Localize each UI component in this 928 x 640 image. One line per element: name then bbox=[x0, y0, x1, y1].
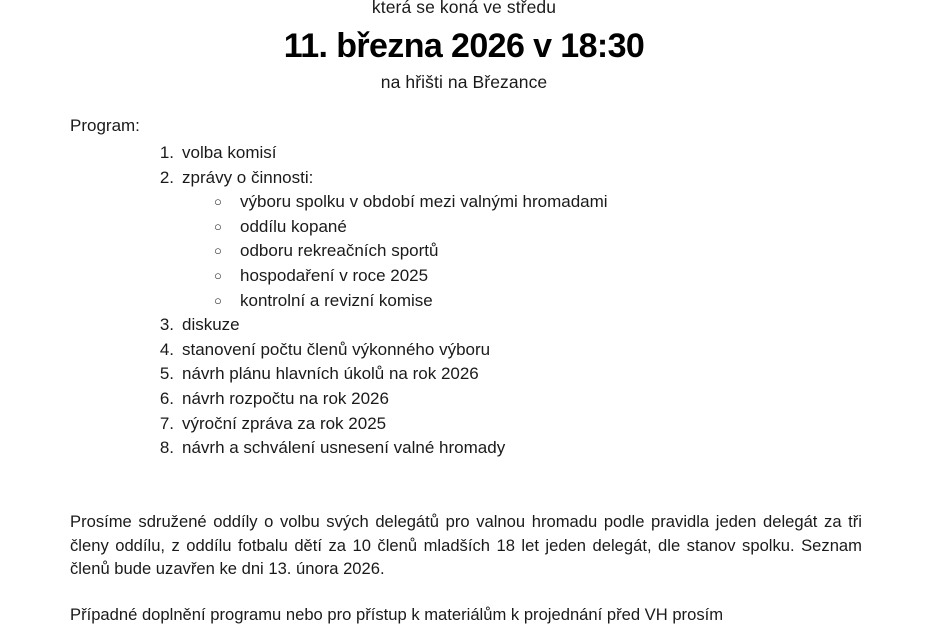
program-item-label: volba komisí bbox=[182, 143, 277, 162]
program-item-3 bbox=[70, 313, 870, 338]
program-item-number: 5. bbox=[159, 364, 174, 384]
program-item-8 bbox=[70, 436, 870, 461]
program-item-4 bbox=[70, 338, 870, 363]
program-item-2 bbox=[70, 166, 870, 314]
program-item-7 bbox=[70, 412, 870, 437]
program-item-label: návrh rozpočtu na rok 2026 bbox=[182, 388, 389, 408]
program-heading: Program: bbox=[70, 116, 140, 135]
intro-line: která se koná ve středu bbox=[371, 0, 557, 17]
program-sub-list bbox=[182, 190, 870, 313]
delegates-paragraph: Prosíme sdružené oddíly o volbu svých delegátů pro valnou hromadu podle pravidla jeden delegát za tři členy oddílu, z oddílu fotbalu dětí za 10 členů mladších 18 let jeden delegát, dle stanov spolku. Seznam členů bude uzavřen ke dni 13. února 2026. bbox=[70, 512, 862, 578]
program-sub-item-label: výboru spolku v období mezi valnými hromadami bbox=[240, 192, 608, 212]
program-list bbox=[70, 141, 870, 461]
program-item-label: stanovení počtu členů výkonného výboru bbox=[182, 339, 491, 359]
event-datetime-heading: 11. března 2026 v 18:30 bbox=[283, 27, 645, 65]
program-item-label: výroční zpráva za rok 2025 bbox=[182, 413, 387, 433]
program-item-label: návrh a schválení usnesení valné hromady bbox=[182, 438, 506, 458]
program-sub-item-label: oddílu kopané bbox=[240, 216, 347, 236]
program-sub-item-label: odboru rekreačních sportů bbox=[240, 241, 439, 261]
program-item-number: 1. bbox=[159, 143, 174, 162]
circle-bullet-icon: ○ bbox=[214, 243, 222, 259]
program-item-label: návrh plánu hlavních úkolů na rok 2026 bbox=[182, 364, 479, 384]
circle-bullet-icon: ○ bbox=[214, 218, 222, 234]
contact-paragraph: Případné doplnění programu nebo pro přístup k materiálům k projednání před VH prosím bbox=[70, 604, 724, 624]
program-section bbox=[70, 114, 870, 461]
program-sub-item-label: hospodaření v roce 2025 bbox=[240, 265, 429, 285]
program-sub-item bbox=[210, 289, 870, 314]
program-item-6 bbox=[70, 387, 870, 412]
program-sub-item bbox=[210, 215, 870, 240]
program-item-number: 2. bbox=[159, 167, 174, 187]
circle-bullet-icon: ○ bbox=[214, 267, 222, 283]
program-sub-item bbox=[210, 190, 870, 215]
program-item-number: 8. bbox=[159, 438, 174, 458]
circle-bullet-icon: ○ bbox=[214, 194, 222, 210]
program-item-number: 4. bbox=[159, 339, 174, 359]
program-sub-item bbox=[210, 264, 870, 289]
program-item-number: 7. bbox=[159, 413, 174, 433]
event-place-line: na hřišti na Březance bbox=[380, 72, 548, 92]
program-item-5 bbox=[70, 362, 870, 387]
program-item-label: zprávy o činnosti: bbox=[182, 167, 314, 187]
program-item-number: 3. bbox=[159, 315, 174, 335]
program-item-label: diskuze bbox=[182, 315, 240, 335]
body-section bbox=[70, 510, 862, 626]
program-sub-item-label: kontrolní a revizní komise bbox=[240, 290, 433, 310]
program-sub-item bbox=[210, 239, 870, 264]
program-item-1 bbox=[70, 141, 870, 166]
circle-bullet-icon: ○ bbox=[214, 292, 222, 308]
program-item-number: 6. bbox=[159, 388, 174, 408]
